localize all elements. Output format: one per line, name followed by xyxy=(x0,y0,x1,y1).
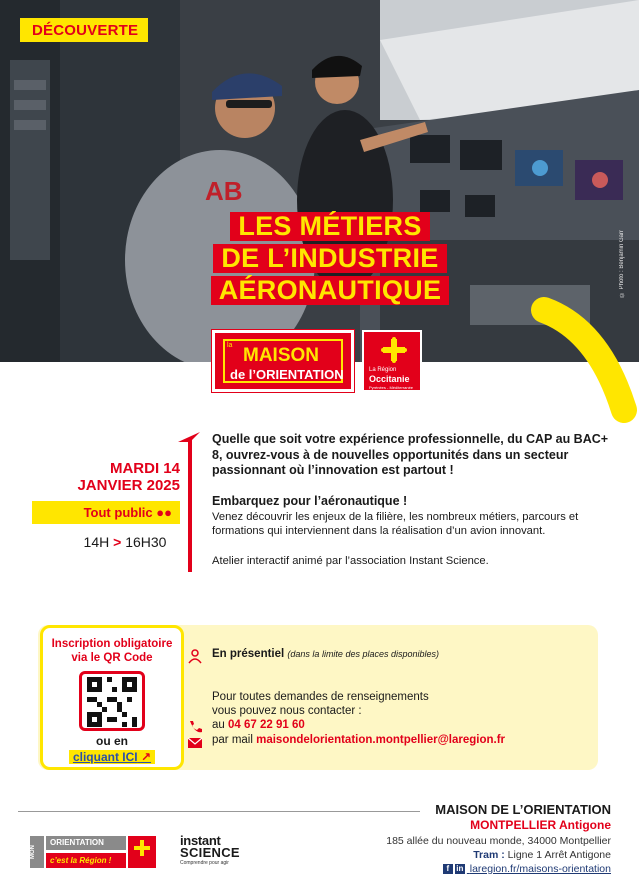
phone-number[interactable]: 04 67 22 91 60 xyxy=(228,719,305,731)
footer-divider xyxy=(18,811,420,812)
registration-box xyxy=(40,625,184,770)
mail-link[interactable]: maisondelorientation.montpellier@laregion.fr xyxy=(256,734,506,746)
occitan-cross-small-icon xyxy=(128,836,156,868)
location-people-icon xyxy=(187,648,203,664)
linkedin-icon[interactable]: in xyxy=(456,864,464,874)
footer-website[interactable]: f in laregion.fr/maisons-orientation xyxy=(386,863,611,875)
footer-location: MONTPELLIER Antigone xyxy=(470,818,611,832)
intro-text: Quelle que soit votre expérience professionnelle, du CAP au BAC+ 8, ouvrez-vous à de nouvelles opportunités dans un secteur passionnant où l’innovation est partout ! xyxy=(212,432,609,477)
cursor-click-icon: ↗ xyxy=(140,750,152,764)
title-line-2: DE L’INDUSTRIE xyxy=(213,244,446,273)
event-date-block xyxy=(40,460,180,550)
contact-intro: Pour toutes demandes de renseignements vous pouvez nous contacter : xyxy=(212,691,429,717)
occitan-cross-icon xyxy=(381,337,407,363)
event-description xyxy=(212,432,612,567)
category-tag: DÉCOUVERTE xyxy=(20,18,148,42)
maison-orientation-logo: la MAISON de l’ORIENTATION xyxy=(212,330,354,392)
region-occitanie-logo: La Région Occitanie Pyrénées - Méditerranée xyxy=(362,330,422,392)
instant-science-logo: instant SCIENCE Comprendre pour agir xyxy=(180,833,240,866)
qr-code[interactable] xyxy=(79,671,145,731)
atelier-text: Atelier interactif animé par l’association Instant Science. xyxy=(212,554,489,567)
phone-line: au 04 67 22 91 60 xyxy=(212,719,305,731)
event-date-month: JANVIER 2025 xyxy=(77,477,180,494)
region-mini-logo xyxy=(128,836,156,868)
footer-street: 185 allée du nouveau monde, 34000 Montpellier xyxy=(386,835,611,847)
registration-link[interactable]: cliquant ICI ↗ xyxy=(69,750,155,764)
phone-icon xyxy=(187,720,203,734)
mon-orientation-logo: MON ORIENTATION c’est la Région ! xyxy=(30,836,156,868)
mail-line: par mail maisondelorientation.montpellier@laregion.fr xyxy=(212,734,506,746)
audience-badge: Tout public ●● xyxy=(32,501,180,524)
registration-or: ou en xyxy=(96,734,128,748)
decorative-red-slash xyxy=(178,432,206,572)
title-line-3: AÉRONAUTIQUE xyxy=(211,276,450,305)
photo-credit: © Photo : Benjamin Garr xyxy=(619,230,625,298)
footer-address xyxy=(386,802,611,875)
title-line-1: LES MÉTIERS xyxy=(230,212,429,241)
svg-text:AB: AB xyxy=(205,176,243,206)
presentiel-line: En présentiel (dans la limite des places disponibles) xyxy=(212,648,439,660)
contact-info xyxy=(212,648,592,748)
footer-name: MAISON DE L’ORIENTATION xyxy=(435,802,611,817)
event-hours: 14H > 16H30 xyxy=(83,534,167,550)
registration-title: Inscription obligatoire via le QR Code xyxy=(51,638,173,664)
footer-tram: Tram : Ligne 1 Arrêt Antigone xyxy=(473,849,611,861)
mail-icon xyxy=(187,737,203,749)
section-subtitle: Embarquez pour l’aéronautique ! xyxy=(212,493,408,508)
qr-code-icon xyxy=(87,677,137,727)
people-icon: ●● xyxy=(156,505,172,520)
event-date-day: MARDI 14 xyxy=(109,460,180,477)
page-title xyxy=(195,212,465,308)
description-text: Venez découvrir les enjeux de la filière, les nombreux métiers, parcours et formations qui interviennent dans la réalisation d’un avion innovant. xyxy=(212,510,579,537)
decorative-swoosh xyxy=(529,290,639,430)
facebook-icon[interactable]: f xyxy=(443,864,453,874)
